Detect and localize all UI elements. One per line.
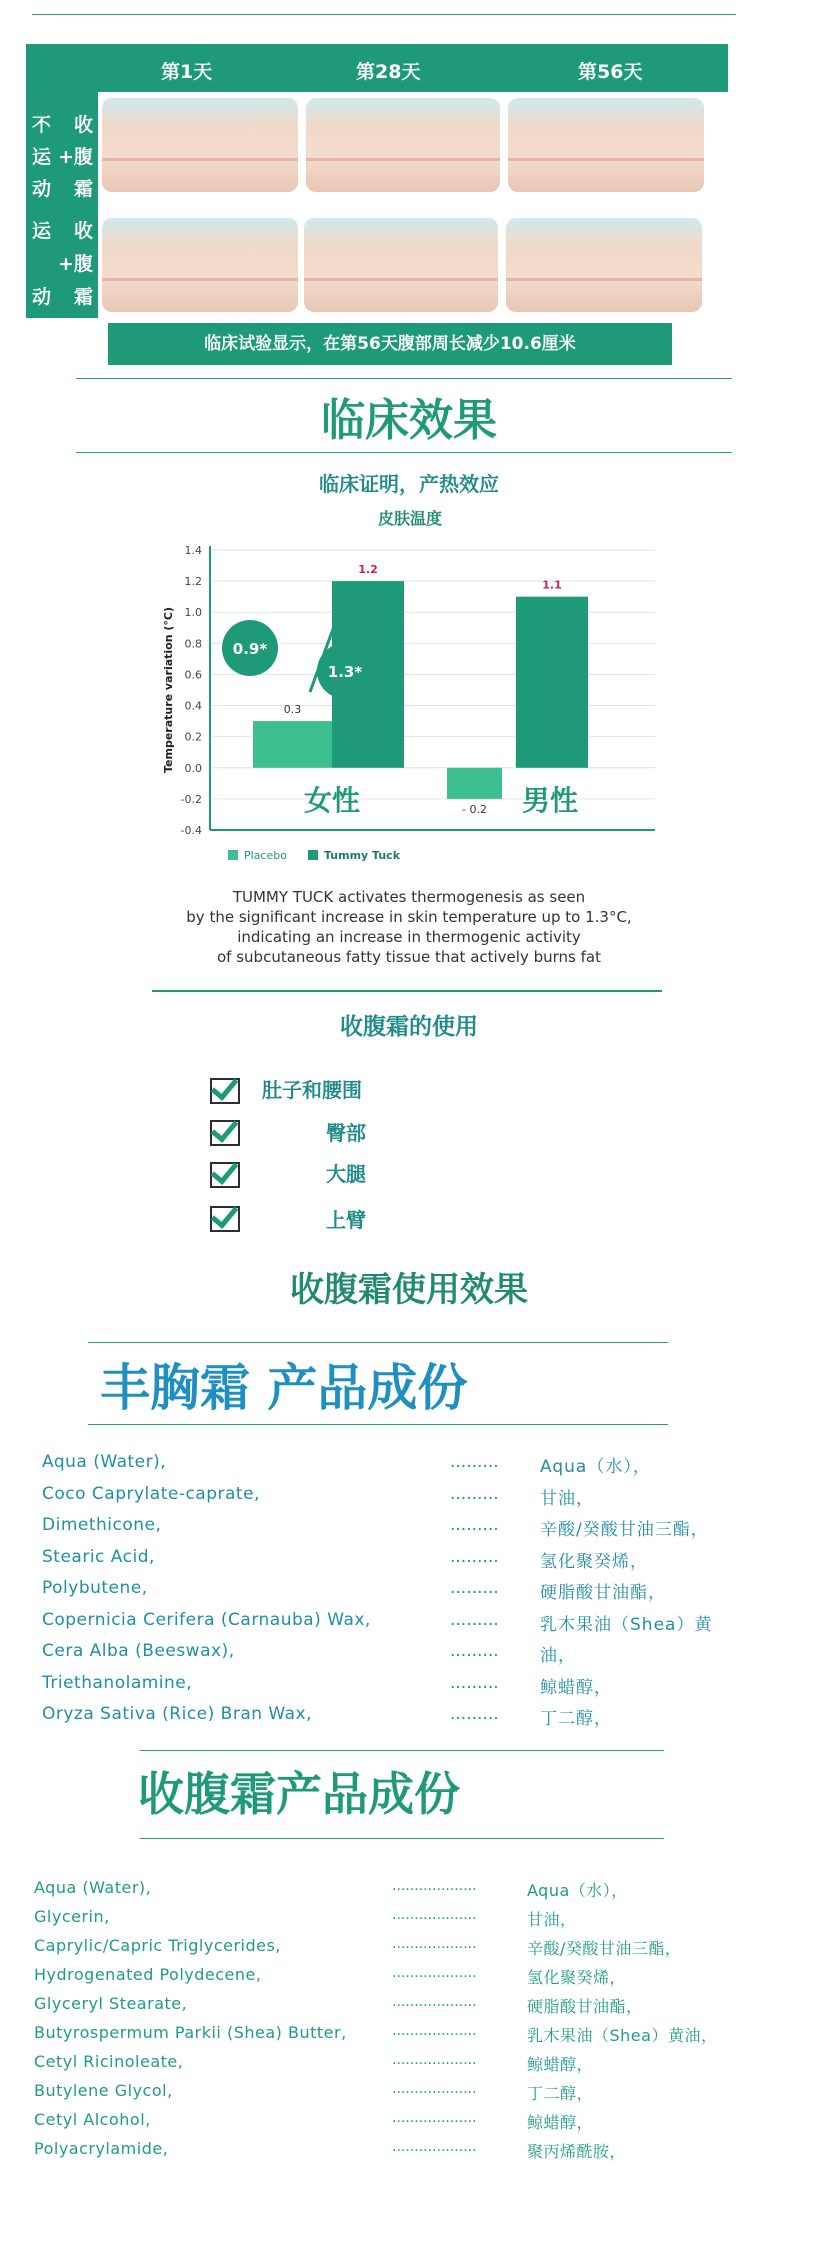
tummy-ingredients-cn-6: 乳木果油（Shea）黄油，: [527, 2026, 718, 2045]
legend-label-placebo: Placebo: [244, 849, 287, 862]
usage-title: 收腹霜的使用: [340, 1014, 478, 1040]
tummy-ingredients-cn-10: 聚丙烯酰胺，: [527, 2142, 627, 2161]
chart-caption-2: by the significant increase in skin temperature up to 1.3°C,: [186, 908, 632, 926]
breast-ingredients-en-7: Cera Alba (Beeswax),: [42, 1641, 235, 1661]
divider-tummy-top: [140, 1750, 664, 1751]
breast-ingredients-cn-4: 氢化聚癸烯，: [540, 1551, 648, 1572]
breast-ingredients-en-2: Coco Caprylate-caprate,: [42, 1483, 260, 1504]
chart-heading: 临床证明，产热效应: [319, 472, 499, 496]
tummy-ingredients-cn-3: 辛酸/癸酸甘油三酯，: [527, 1939, 682, 1958]
tummy-ingredients-dots-3: ...................: [392, 1936, 477, 1952]
tummy-ingredients-cn-7: 鲸蜡醇，: [527, 2055, 594, 2074]
y-tick-1: 1.2: [184, 575, 202, 589]
check-icon-4: [210, 1206, 240, 1232]
row2-right-3: 霜: [74, 286, 94, 308]
check-icon-3: [210, 1162, 240, 1188]
day-56-label: 第56天: [578, 61, 643, 83]
breast-ingredients-cn-5: 硬脂酸甘油酯，: [540, 1583, 666, 1603]
photo-exercise-day28: [304, 218, 498, 312]
row1-right-3: 霜: [74, 178, 94, 200]
legend-swatch-placebo: [228, 850, 238, 860]
y-tick-4: 0.6: [184, 668, 202, 682]
breast-ingredients-en-5: Polybutene,: [42, 1578, 148, 1598]
usage-item-1: 肚子和腰围: [262, 1078, 362, 1102]
tummy-ingredients-en-6: Butyrospermum Parkii (Shea) Butter,: [34, 2023, 347, 2042]
section-title-clinical: 临床效果: [321, 395, 497, 446]
row2-right-1: 收: [74, 220, 94, 242]
usage-item-2: 臀部: [326, 1121, 366, 1145]
y-tick-7: 0.0: [184, 761, 202, 775]
breast-ingredients-cn-3: 辛酸/癸酸甘油三酯，: [540, 1520, 709, 1540]
breast-ingredients-dots-5: .........: [450, 1578, 499, 1598]
photo-no-exercise-day28: [306, 98, 500, 192]
y-tick-3: 0.8: [184, 637, 202, 651]
tummy-ingredients-dots-7: ...................: [392, 2052, 477, 2068]
category-label-female: 女性: [303, 784, 361, 817]
tummy-ingredients-dots-6: ...................: [392, 2023, 477, 2039]
y-tick-9: -0.4: [180, 824, 202, 837]
divider-clinical-top: [76, 378, 732, 379]
row1-right-2: +腹: [58, 146, 93, 168]
divider-clinical-bottom: [76, 452, 732, 453]
tummy-ingredients-en-8: Butylene Glycol,: [34, 2081, 173, 2100]
tummy-ingredients-dots-4: ...................: [392, 1965, 477, 1981]
tummy-ingredients-en-10: Polyacrylamide,: [34, 2139, 169, 2158]
chart-caption-4: of subcutaneous fatty tissue that actively burns fat: [217, 948, 601, 966]
y-tick-2: 1.0: [184, 606, 202, 620]
divider-breast-top: [88, 1342, 668, 1343]
breast-ingredients-dots-9: .........: [450, 1704, 499, 1724]
tummy-ingredients-dots-5: ...................: [392, 1994, 477, 2010]
breast-ingredients-dots-3: .........: [450, 1515, 499, 1535]
breast-ingredients-en-6: Copernicia Cerifera (Carnauba) Wax,: [42, 1609, 371, 1630]
row1-left-3: 动: [32, 178, 52, 200]
effect-title: 收腹霜使用效果: [290, 1270, 528, 1310]
breast-ingredients-cn-8: 鲸蜡醇，: [540, 1677, 612, 1698]
bar-label-0-0: 0.3: [283, 703, 302, 717]
bar-placebo-2: [447, 768, 502, 799]
breast-ingredients-dots-2: .........: [450, 1483, 499, 1504]
row2-right-2: +腹: [58, 253, 93, 275]
breast-ingredients-cn-6: 乳木果油（Shea）黄: [540, 1614, 713, 1635]
tummy-ingredients-title: 收腹霜产品成份: [138, 1767, 460, 1821]
breast-ingredients-dots-4: .........: [450, 1546, 499, 1567]
tummy-ingredients-en-5: Glyceryl Stearate,: [34, 1994, 188, 2013]
breast-ingredients-cn-9: 丁二醇，: [540, 1709, 612, 1729]
legend-label-tummy-tuck: Tummy Tuck: [324, 849, 401, 862]
tummy-ingredients-cn-1: Aqua（水），: [527, 1881, 628, 1900]
breast-ingredients-dots-7: .........: [450, 1641, 499, 1661]
breast-ingredients-cn-7: 油，: [540, 1646, 576, 1666]
annotation-label-2: 1.3*: [327, 663, 363, 681]
y-tick-5: 0.4: [184, 699, 202, 713]
chart-caption-1: TUMMY TUCK activates thermogenesis as seen: [232, 888, 586, 906]
bar-label-1-0: 1.2: [358, 563, 378, 577]
breast-ingredients-en-9: Oryza Sativa (Rice) Bran Wax,: [42, 1704, 313, 1724]
tummy-ingredients-en-7: Cetyl Ricinoleate,: [34, 2052, 184, 2071]
tummy-ingredients-cn-8: 丁二醇，: [527, 2084, 594, 2103]
tummy-ingredients-en-2: Glycerin,: [34, 1907, 110, 1926]
bar-label-0-1: - 0.2: [462, 802, 487, 816]
tummy-ingredients-en-1: Aqua (Water),: [34, 1878, 152, 1897]
tummy-ingredients-cn-4: 氢化聚癸烯，: [527, 1968, 627, 1987]
top-divider: [32, 14, 736, 15]
tummy-ingredients-cn-2: 甘油，: [527, 1910, 577, 1929]
tummy-ingredients-cn-9: 鲸蜡醇，: [527, 2113, 594, 2132]
breast-ingredients-dots-8: .........: [450, 1672, 499, 1693]
tummy-ingredients-dots-2: ...................: [392, 1907, 477, 1923]
bar-label-1-1: 1.1: [542, 578, 562, 592]
tummy-ingredients-en-4: Hydrogenated Polydecene,: [34, 1965, 262, 1984]
breast-ingredients-en-3: Dimethicone,: [42, 1515, 162, 1535]
y-tick-0: 1.4: [184, 544, 202, 557]
tummy-ingredients-en-3: Caprylic/Capric Triglycerides,: [34, 1936, 281, 1955]
skin-temperature-chart: [150, 500, 670, 872]
photo-exercise-day1: [102, 218, 298, 312]
tummy-ingredients-dots-9: ...................: [392, 2110, 477, 2126]
tummy-ingredients-cn-5: 硬脂酸甘油酯，: [527, 1997, 643, 2016]
chart-caption-3: indicating an increase in thermogenic activity: [237, 928, 581, 946]
day-1-label: 第1天: [161, 61, 213, 83]
breast-ingredients-title: 丰胸霜 产品成份: [100, 1359, 468, 1417]
tummy-ingredients-dots-10: ...................: [392, 2139, 477, 2155]
bar-placebo-1: [253, 721, 332, 768]
divider-usage-top: [152, 990, 662, 992]
legend-swatch-tummy-tuck: [308, 850, 318, 860]
check-icon-2: [210, 1120, 240, 1146]
chart-title: 皮肤温度: [377, 509, 443, 528]
annotation-label-1: 0.9*: [232, 640, 268, 658]
breast-ingredients-cn-2: 甘油，: [540, 1488, 594, 1509]
tummy-ingredients-dots-8: ...................: [392, 2081, 477, 2097]
breast-ingredients-en-4: Stearic Acid,: [42, 1546, 155, 1567]
breast-ingredients-en-1: Aqua (Water),: [42, 1452, 167, 1472]
row1-left-1: 不: [32, 114, 52, 136]
divider-tummy-bottom: [140, 1838, 664, 1839]
y-axis-label: Temperature variation (°C): [162, 606, 175, 774]
category-label-male: 男性: [521, 784, 579, 817]
row1-left-2: 运: [32, 146, 52, 168]
divider-breast-bottom: [88, 1424, 668, 1425]
check-icon-1: [210, 1078, 240, 1104]
trial-result-banner: 临床试验显示，在第56天腹部周长减少10.6厘米: [108, 323, 672, 365]
usage-item-4: 上臂: [326, 1208, 366, 1232]
photo-no-exercise-day56: [508, 98, 704, 192]
breast-ingredients-en-8: Triethanolamine,: [42, 1672, 193, 1693]
day-28-label: 第28天: [356, 61, 421, 83]
photo-exercise-day56: [506, 218, 702, 312]
breast-ingredients-dots-1: .........: [450, 1452, 499, 1472]
day-header-bar: [26, 44, 728, 92]
tummy-ingredients-en-9: Cetyl Alcohol,: [34, 2110, 151, 2129]
breast-ingredients-dots-6: .........: [450, 1609, 499, 1630]
usage-item-3: 大腿: [326, 1162, 366, 1186]
breast-ingredients-cn-1: Aqua（水），: [540, 1457, 651, 1477]
y-tick-8: -0.2: [180, 792, 202, 806]
y-tick-6: 0.2: [184, 730, 202, 744]
row2-left-1: 运: [32, 220, 52, 242]
tummy-ingredients-dots-1: ...................: [392, 1878, 477, 1894]
row2-left-2: 动: [32, 286, 52, 308]
photo-no-exercise-day1: [102, 98, 298, 192]
row1-right-1: 收: [74, 114, 94, 136]
